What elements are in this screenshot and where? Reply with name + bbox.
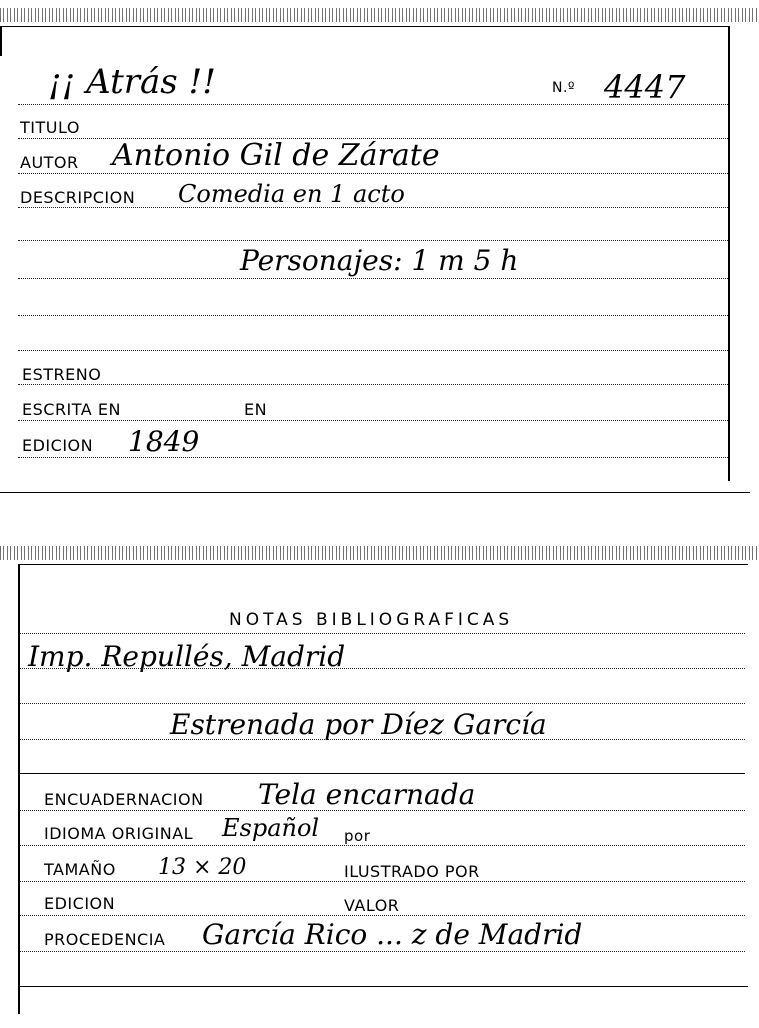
idioma-original-label: IDIOMA ORIGINAL (44, 824, 194, 843)
en-label: EN (244, 400, 268, 419)
edicion-value: 1849 (128, 425, 200, 458)
top-rule (0, 26, 730, 27)
edicion-label: EDICION (22, 436, 94, 455)
rule (20, 633, 745, 634)
scan-noise-border (0, 546, 759, 560)
rule (20, 773, 745, 774)
rule (18, 104, 728, 105)
personajes-value: Personajes: 1 m 5 h (240, 244, 519, 277)
procedencia-value: García Rico ... z de Madrid (202, 918, 583, 951)
title-handwritten: ¡¡ Atrás !! (48, 62, 216, 102)
ilustrado-por-label: ILUSTRADO POR (344, 862, 480, 881)
rule (20, 668, 745, 669)
catalog-card-top (0, 0, 759, 500)
left-edge (18, 564, 20, 1014)
top-rule (18, 564, 748, 565)
escrita-en-label: ESCRITA EN (22, 400, 121, 419)
tamano-label: TAMAÑO (44, 860, 116, 879)
rule (18, 457, 728, 458)
rule (18, 207, 728, 208)
rule (20, 739, 745, 740)
rule (18, 420, 728, 421)
rule (18, 350, 728, 351)
titulo-label: TITULO (20, 118, 80, 137)
descripcion-label: DESCRIPCION (20, 188, 136, 207)
descripcion-value: Comedia en 1 acto (178, 180, 405, 208)
por-label: por (344, 827, 371, 845)
number-value: 4447 (604, 68, 686, 106)
note-line-2: Estrenada por Díez García (170, 708, 547, 741)
procedencia-label: PROCEDENCIA (44, 930, 166, 949)
rule (18, 278, 728, 279)
number-label: N.º (552, 80, 576, 96)
idioma-original-value: Español (222, 814, 320, 842)
encuadernacion-label: ENCUADERNACION (44, 790, 204, 809)
left-edge (0, 26, 2, 56)
estreno-label: ESTRENO (22, 365, 102, 384)
rule (20, 810, 745, 811)
rule (20, 951, 745, 952)
rule (18, 173, 728, 174)
rule (18, 384, 728, 385)
rule (18, 240, 728, 241)
notas-heading: NOTAS BIBLIOGRAFICAS (229, 610, 514, 630)
catalog-card-bottom (0, 540, 759, 1028)
valor-label: VALOR (344, 896, 400, 915)
autor-value: Antonio Gil de Zárate (112, 138, 440, 173)
edicion-label-2: EDICION (44, 894, 116, 913)
autor-label: AUTOR (20, 153, 79, 172)
card-bottom-edge (18, 986, 748, 987)
rule (20, 881, 745, 882)
scan-noise-border (0, 8, 759, 22)
encuadernacion-value: Tela encarnada (258, 778, 476, 811)
rule (20, 703, 745, 704)
rule (20, 915, 745, 916)
note-line-1: Imp. Repullés, Madrid (28, 640, 346, 673)
right-edge (728, 26, 730, 481)
card-bottom-edge (0, 492, 750, 493)
rule (18, 315, 728, 316)
rule (20, 845, 745, 846)
tamano-value: 13 × 20 (158, 855, 247, 880)
